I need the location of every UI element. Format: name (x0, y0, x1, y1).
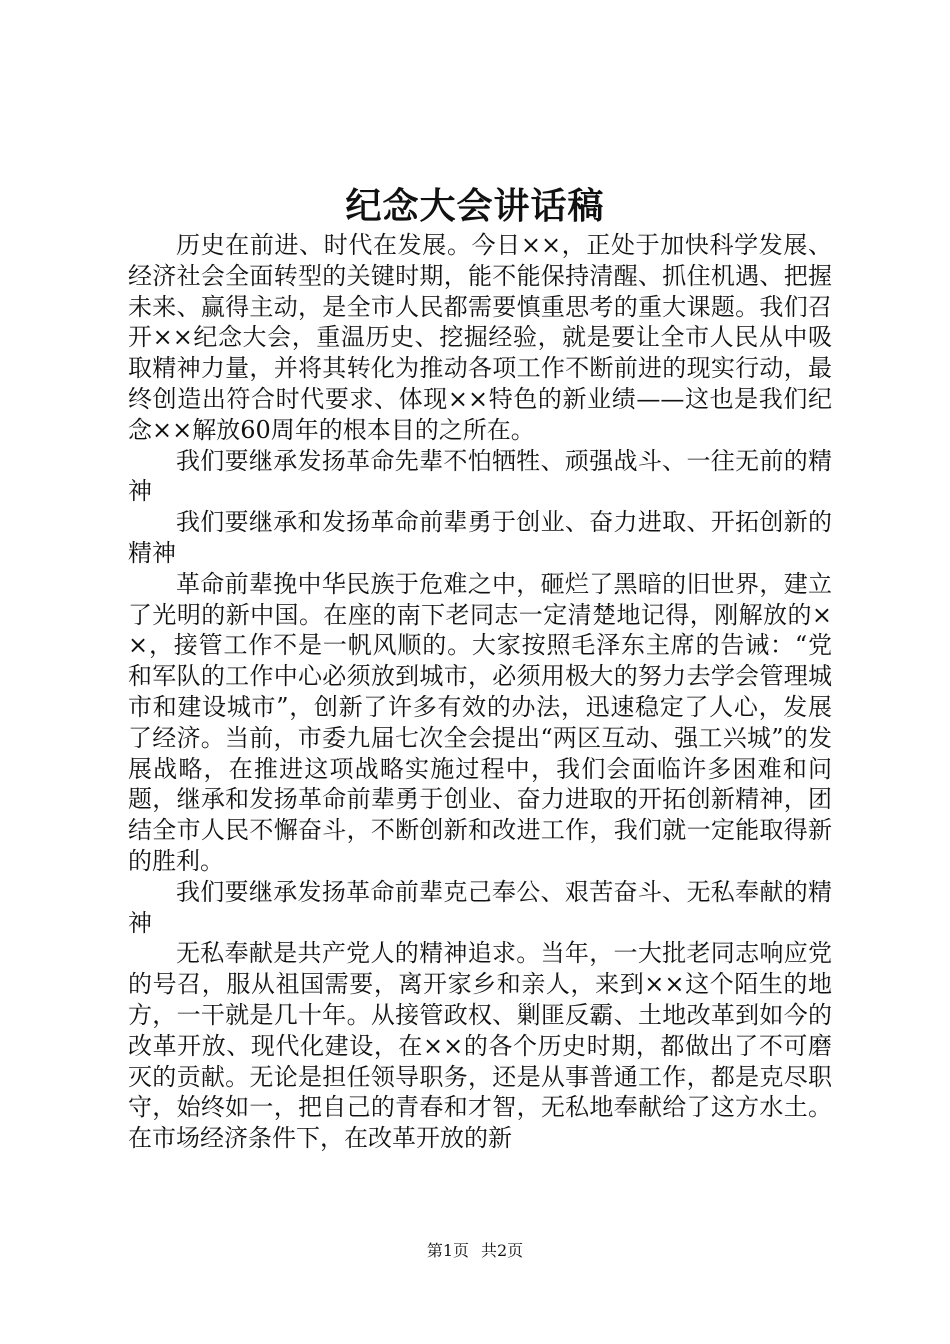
page-number-current: 第1页 (426, 1241, 469, 1260)
page-number-total: 共2页 (481, 1241, 524, 1260)
paragraph-3: 我们要继承和发扬革命前辈勇于创业、奋力进取、开拓创新的精神 (128, 508, 832, 567)
paragraph-4: 革命前辈挽中华民族于危难之中，砸烂了黑暗的旧世界，建立了光明的新中国。在座的南下老同志一定清楚地记得，刚解放的××，接管工作不是一帆风顺的。大家按照毛泽东主席的告诫：“党和军队的工作中心必须放到城市，必须用极大的努力去学会管理城市和建设城市”，创新了许多有效的办法，迅速稳定了人心，发展了经济。当前，市委九届七次全会提出“两区互动、强工兴城”的发展战略，在推进这项战略实施过程中，我们会面临许多困难和问题，继承和发扬革命前辈勇于创业、奋力进取的开拓创新精神，团结全市人民不懈奋斗，不断创新和改进工作，我们就一定能取得新的胜利。 (128, 569, 832, 875)
document-title: 纪念大会讲话稿 (345, 185, 605, 227)
paragraph-5: 我们要继承发扬革命前辈克己奉公、艰苦奋斗、无私奉献的精神 (128, 877, 832, 937)
paragraph-6: 无私奉献是共产党人的精神追求。当年，一大批老同志响应党的号召，服从祖国需要，离开家乡和亲人，来到××这个陌生的地方，一干就是几十年。从接管政权、剿匪反霸、土地改革到如今的改革开放、现代化建设，在××的各个历史时期，都做出了不可磨灭的贡献。无论是担任领导职务，还是从事普通工作，都是克尽职守，始终如一，把自己的青春和才智，无私地奉献给了这方水土。在市场经济条件下，在改革开放的新 (128, 939, 832, 1153)
page-footer (0, 1240, 950, 1262)
document-body (128, 230, 832, 1154)
paragraph-2: 我们要继承发扬革命先辈不怕牺牲、顽强战斗、一往无前的精神 (128, 446, 832, 506)
paragraph-1: 历史在前进、时代在发展。今日××，正处于加快科学发展、经济社会全面转型的关键时期，能不能保持清醒、抓住机遇、把握未来、赢得主动，是全市人民都需要慎重思考的重大课题。我们召开××纪念大会，重温历史、挖掘经验，就是要让全市人民从中吸取精神力量，并将其转化为推动各项工作不断前进的现实行动，最终创造出符合时代要求、体现××特色的新业绩——这也是我们纪念××解放60周年的根本目的之所在。 (128, 231, 832, 444)
